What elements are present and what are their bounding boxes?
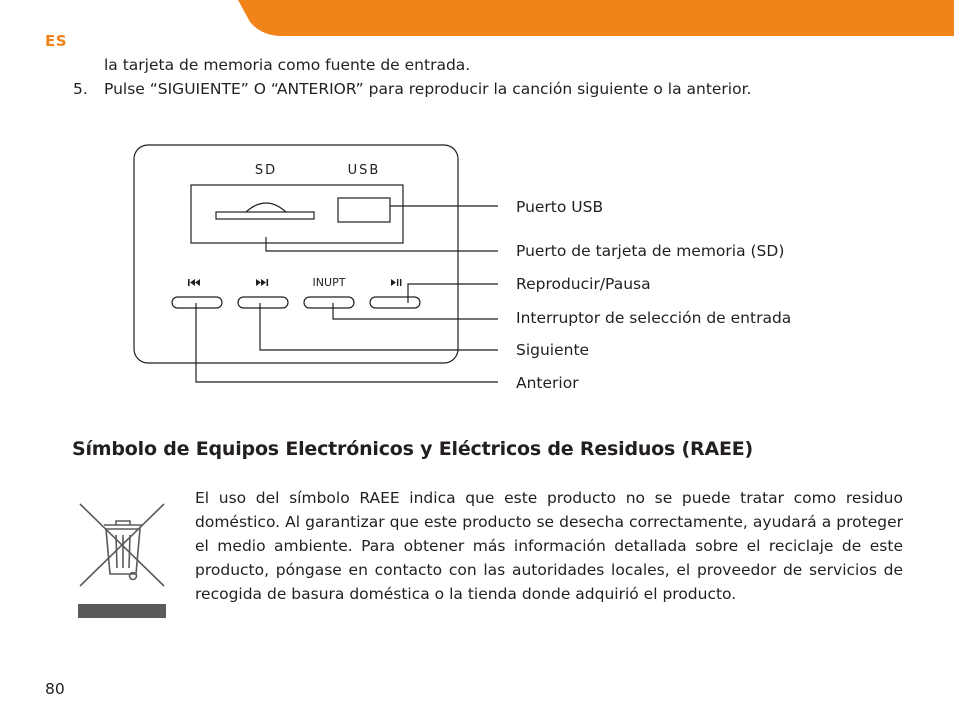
port-housing: [191, 185, 403, 243]
leader-previous: [196, 303, 498, 382]
instruction-continuation: la tarjeta de memoria como fuente de entrada.: [104, 56, 471, 74]
language-tag: ES: [45, 32, 68, 50]
input-label: INUPT: [312, 276, 346, 289]
next-button: [238, 297, 288, 308]
sd-slot: [216, 212, 314, 219]
page-number: 80: [45, 680, 65, 698]
section-title: Símbolo de Equipos Electrónicos y Eléctricos de Residuos (RAEE): [72, 438, 754, 460]
crossed-out-wheeled-bin-icon: [76, 500, 170, 622]
weee-paragraph: El uso del símbolo RAEE indica que este producto no se puede tratar como residuo doméstico. Al garantizar que este producto se desecha correctamente, ayudará a proteger el medio ambiente. Para obtener más información detallada sobre el reciclaje de este producto, póngase en contacto con las autoridades locales, el proveedor de servicios de recogida de basura doméstica o la tienda donde adquirió el producto.: [195, 489, 903, 603]
panel-outline: [134, 145, 458, 363]
sd-label: SD: [254, 163, 278, 178]
play-pause-icon: [391, 279, 401, 286]
sd-slot-curve: [246, 203, 286, 212]
play-pause-button: [370, 297, 420, 308]
callout-next: Siguiente: [516, 341, 590, 359]
step-number: 5.: [73, 80, 88, 98]
leader-input: [333, 303, 498, 319]
callout-play-pause: Reproducir/Pausa: [516, 275, 651, 293]
callout-previous: Anterior: [516, 374, 579, 392]
leader-play-pause: [408, 284, 498, 303]
callout-input-switch: Interruptor de selección de entrada: [516, 309, 792, 327]
callout-usb-port: Puerto USB: [516, 198, 604, 216]
input-button: [304, 297, 354, 308]
usb-port: [338, 198, 390, 222]
leader-next: [260, 303, 498, 350]
usb-label: USB: [347, 163, 381, 178]
leader-sd: [266, 237, 498, 251]
previous-icon: [188, 279, 200, 286]
next-icon: [256, 279, 268, 286]
callout-sd-port: Puerto de tarjeta de memoria (SD): [516, 242, 785, 260]
step-text: Pulse “SIGUIENTE” O “ANTERIOR” para reproducir la canción siguiente o la anterior.: [104, 80, 752, 98]
previous-button: [172, 297, 222, 308]
